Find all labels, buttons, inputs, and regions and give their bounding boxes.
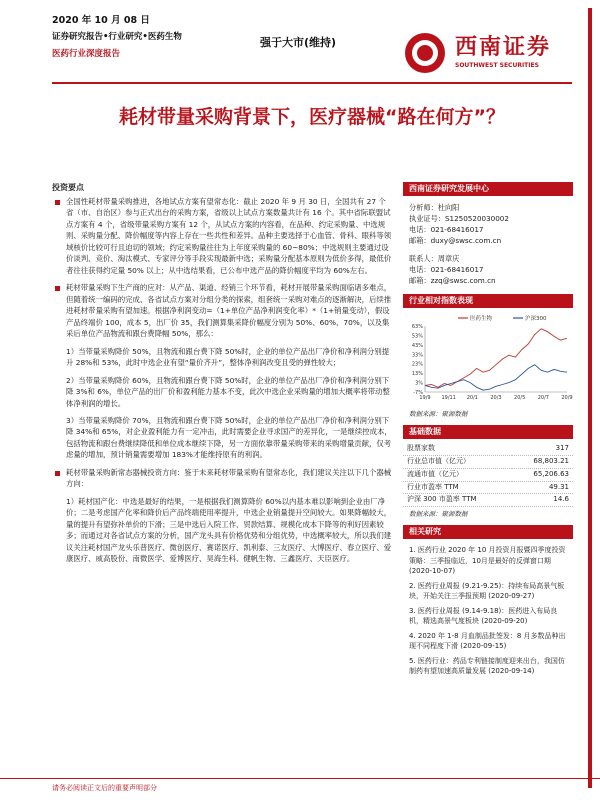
x-tick-label: 20/1 <box>466 395 478 402</box>
company-logo <box>405 33 565 73</box>
scenario-2: 2）当带量采购降价 60%，且物流和跟台费下降 50%时，企业的单位产品出厂净价和净利润分别下降 3%和 6%，单位产品的出厂价和盈利能力基本不变，此次中选企业采购量的增加大概率将带动整体净利润的增长。 <box>66 375 390 408</box>
basic-header: 基础数据 <box>403 425 573 439</box>
report-subtitle: 医药行业深度报告 <box>52 48 121 59</box>
contact-email: 邮箱：zzq@swsc.com.cn <box>409 275 496 285</box>
y-tick-label: 53% <box>411 333 423 340</box>
basic-data-value: 49.31 <box>512 481 573 494</box>
y-tick-label: 43% <box>411 342 423 349</box>
basic-data-value: 317 <box>512 443 573 455</box>
basic-data-value: 65,206.63 <box>512 468 573 481</box>
x-tick-label: 20/3 <box>490 395 502 402</box>
index-chart <box>403 312 573 407</box>
x-tick-label: 20/7 <box>537 395 549 402</box>
footer-disclaimer: 请务必阅读正文后的重要声明部分 <box>52 784 157 792</box>
logo-text-cn: 西南证券 <box>455 34 552 60</box>
bullet-1: 全国性耗材带量采购推进，各地试点方案有望常态化：截止 2020 年 9 月 30 日，全国共有 27 个省（市、自治区）参与正式出台的采购方案，省级以上试点方案数量共计有 16 个。其中省际联盟试点方案有 4 个，省级带量采购方案有 12 个，从试点方案的内容看，在品种、约定采购量、中选规则、采购量分配、降价幅度等内容上存在一些共性和差异。品种主要选择于心血管、骨科、眼科等领域核价比较可行且迫切的领域；约定采购量往往为上年度采购量的 60~80%；中选规则主要通过设价谈判、竞价、淘汰模式、专家评分等手段实现最新中选；采购量分配基本原则为低价多得，最低价者往往获得约定量 50% 以上；从中选结果看，已公布中选产品的降价幅度平均为 60%左右。 <box>52 196 392 276</box>
basic-data-row <box>403 443 573 455</box>
report-category: 证券研究报告•行业研究•医药生物 <box>52 31 182 42</box>
y-tick-label: 13% <box>411 371 423 378</box>
related-list <box>403 539 573 677</box>
report-header <box>52 14 182 61</box>
y-tick-label: 23% <box>411 361 423 368</box>
bullet-3: 耗材带量采购新常态器械投资方向：鉴于未来耗材带量采购有望常态化，我们建议关注以下几个器械方向： <box>52 467 392 490</box>
related-item[interactable]: 3. 医药行业周报 (9.14-9.18)：医药进入布局良机，精选高景气度板块 (2020-09-20) <box>409 606 558 626</box>
logo-text-en: SOUTHWEST SECURITIES <box>455 62 539 69</box>
basic-data-value: 68,803.21 <box>512 455 573 468</box>
related-item[interactable]: 1. 医药行业 2020 年 10 月投资月报暨四季度投资策略：三季报临近，10月是最好的反弹窗口期 (2020-10-07) <box>409 546 566 576</box>
related-item[interactable]: 2. 医药行业周报 (9.21-9.25)：持续布局高景气板块，开始关注三季报预期 (2020-09-27) <box>409 581 565 601</box>
x-tick-label: 20/9 <box>561 395 573 402</box>
contact-phone: 电话：021-68416017 <box>409 264 484 274</box>
basic-data-table <box>403 443 573 507</box>
index-chart-svg <box>403 312 573 407</box>
basic-data-row <box>403 494 573 507</box>
chart-source: 数据来源：聚源数据 <box>409 410 468 419</box>
section-label: 投资要点 <box>52 183 84 192</box>
related-item[interactable]: 4. 2020 年 1-8 月血制品批签发：8 月多数品种出现不同程度下滑 (2020-09-15) <box>409 631 566 651</box>
series-line <box>425 365 567 390</box>
basic-source: 数据来源：聚源数据 <box>409 510 468 519</box>
index-chart-section <box>403 294 573 419</box>
contact-name: 联系人：周章庆 <box>409 253 460 263</box>
related-header: 相关研究 <box>403 525 573 539</box>
legend-label: 医药生物 <box>470 316 493 323</box>
logo-mark-icon <box>405 33 445 73</box>
y-tick-label: 33% <box>411 352 423 359</box>
y-tick-label: 3% <box>415 380 423 387</box>
basic-data-label: 行业市盈率 TTM <box>403 481 512 494</box>
series-line <box>425 329 567 388</box>
x-tick-label: 19/11 <box>441 395 456 402</box>
footer-divider <box>0 778 600 779</box>
basic-data-label: 股票家数 <box>403 443 512 455</box>
basic-data-row <box>403 481 573 494</box>
team-header: 西南证券研究发展中心 <box>403 182 573 196</box>
rating: 强于大市(维持) <box>260 36 337 49</box>
basic-data-label: 沪深 300 市盈率 TTM <box>403 494 512 507</box>
basic-data-section <box>403 425 573 519</box>
basic-data-value: 14.6 <box>512 494 573 507</box>
header-divider <box>52 82 572 84</box>
legend-label: 沪深300 <box>525 316 547 323</box>
related-item[interactable]: 5. 医药行业：药品专利链接制度迎来出台，我国仿制药有望加速高质量发展 (2020-09-14) <box>409 656 565 676</box>
report-title: 耗材带量采购背景下，医疗器械“路在何方”？ <box>119 106 505 128</box>
sidebar <box>403 182 573 681</box>
y-tick-label: 63% <box>411 324 423 331</box>
main-content <box>52 196 392 571</box>
right-edge-bar <box>588 8 592 788</box>
analyst-email: 邮箱：duxy@swsc.com.cn <box>409 236 502 246</box>
analyst-phone: 电话：021-68416017 <box>409 225 484 235</box>
basic-data-label: 流通市值（亿元） <box>403 468 512 481</box>
team-info <box>403 196 573 286</box>
analyst-name: 分析师：杜向阳 <box>409 203 460 212</box>
x-tick-label: 19/9 <box>419 395 431 402</box>
x-tick-label: 20/5 <box>514 395 526 402</box>
analyst-license: 执业证号：S1250520030002 <box>409 214 509 224</box>
scenario-1: 1）当带量采购降价 50%，且物流和跟台费下降 50%时，企业的单位产品出厂净价和净利润分别提升 28%和 53%，此时中选企业有望“量价齐升”，整体净利润改变且受的弹性较大； <box>66 346 390 368</box>
bullet-2: 耗材带量采购下生产商的应对：从产品、渠道、经销三个环节看，耗材开展带量采购面临诸多难点，但随着统一编码的完成、各省试点方案对分组分类的探索，组套统一采购对难点的逐渐解决，后续推进耗材带量采购有望加速。根据净利润变动=（1+单位产品净利润变化率）*（1+销量变动），假设产品终端价 100，成本 5，出厂价 35，我们测算集采降价幅度分别为 50%、60%、70%，以及集采后单位产品物流和跟台费降幅 50%，那么： <box>52 282 392 339</box>
basic-data-row <box>403 455 573 468</box>
scenario-3: 3）当带量采购降价 70%，且物流和跟台费下降 50%时，企业的单位产品出厂净价和净利润分别下降 34%和 65%，对企业盈利能力有一定冲击，此时需要企业寻求国产的差异化，一是继续控成本，包括物流和跟台费继续降低和单位成本继续下降，另一方面依靠带量采购带来的采购增量贡献，仅考虑量的增加，预计销量需要增加 183%才能维持原有的利润。 <box>66 415 392 460</box>
related-section <box>403 525 573 677</box>
y-tick-label: -7% <box>413 390 423 397</box>
direction-1: 1）耗材国产化：中选是最好的结果，一是根据我们测算降价 60%以内基本难以影响到企业由厂净价；二是考虑国产化率和降价后产品终端使用率提升，中选企业销量提升空间较大。如果降幅较大，量的提升有望弥补单价的下滑；三是中选后入院工作、贸款结算、规模化成本下降等的利好因素较多；而通过对各省试点方案的分析，国产龙头具有价格优势和分组优势，中选概率较大，所以我们建议关注耗材国产龙头乐普医疗、微创医疗、赛诺医疗、凯利泰、三友医疗、大博医疗、春立医疗、爱康医疗、威高股份、南微医学、爱博医疗、昊海生科、健帆生物、三鑫医疗、天臣医疗。 <box>66 496 392 564</box>
basic-data-row <box>403 468 573 481</box>
basic-data-label: 行业总市值（亿元） <box>403 455 512 468</box>
report-date: 2020 年 10 月 08 日 <box>52 15 150 26</box>
chart-header: 行业相对指数表现 <box>403 294 573 308</box>
